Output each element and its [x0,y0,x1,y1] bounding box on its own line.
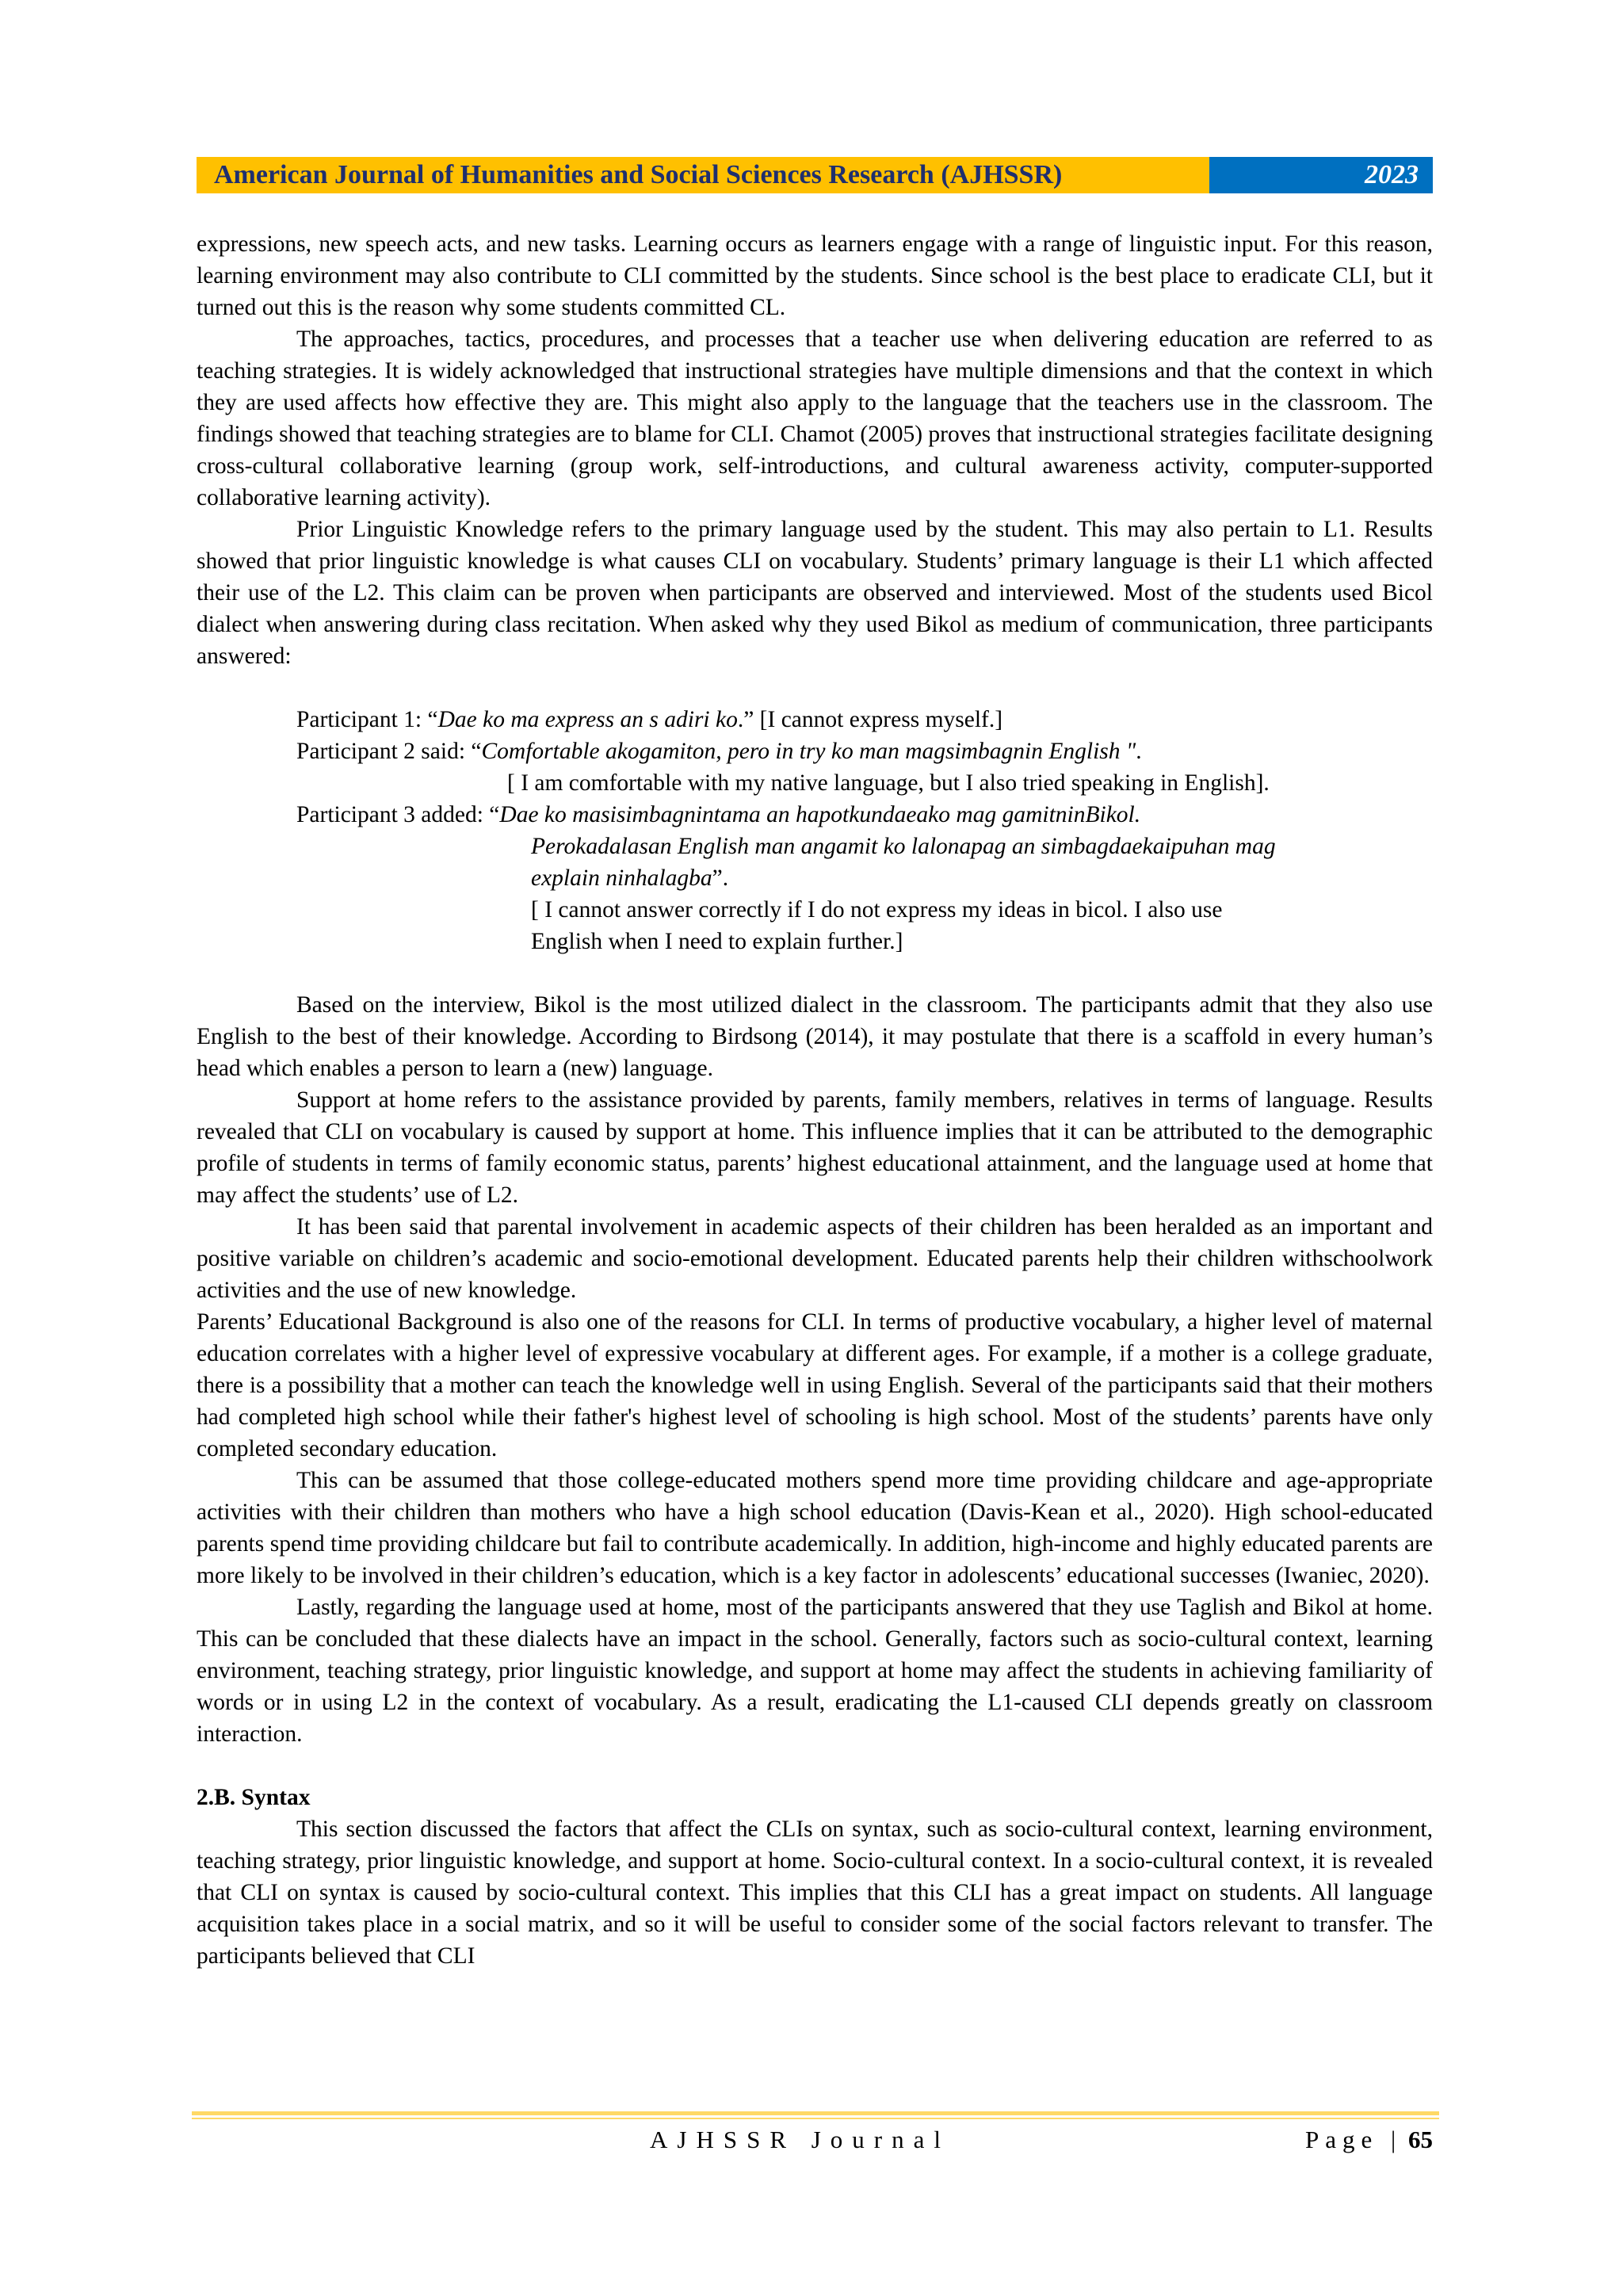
paragraph: Prior Linguistic Knowledge refers to the primary language used by the student. This may also pertain to L1. Results showed that prior linguistic knowledge is what causes CLI on vocabulary. Students’ primary language is their L1 which affected their use of the L2. This claim can be proven when participants are observed and interviewed. Most of the students used Bicol dialect when answering during class recitation. When asked why they used Bikol as medium of communication, three participants answered: [197,517,1433,669]
page-number [1305,2124,1433,2156]
footer-rule [192,2111,1439,2115]
paragraph: Lastly, regarding the language used at home, most of the participants answered that they use Taglish and Bikol at home. This can be concluded that these dialects have an impact in the school. Generally, factors such as socio-cultural context, learning environment, teaching strategy, prior linguistic knowledge, and support at home may affect the students in achieving familiarity of words or in using L2 in the context of vocabulary. As a result, eradicating the L1-caused CLI depends greatly on classroom interaction. [197,1595,1433,1747]
paragraph: This can be assumed that those college-educated mothers spend more time providing childcare and age-appropriate activities with their children than mothers who have a high school education (Davis-Kean et al., 2020). High school-educated parents spend time providing childcare but fail to contribute academically. In addition, high-income and highly educated parents are more likely to be involved in their children’s education, which is a key factor in adolescents’ educational successes (Iwaniec, 2020). [197,1468,1433,1588]
participant-3-line [197,799,1433,831]
paragraph: It has been said that parental involvement in academic aspects of their children has been heralded as an important and positive variable on children’s academic and socio-emotional development. Educated parents help their children withschoolwork activities and the use of new knowledge. [197,1214,1433,1303]
bikol-quote: explain ninhalagba [531,865,712,891]
participant-label: Participant 2 said: “ [296,739,482,764]
page-label: Page | [1305,2126,1403,2153]
participant-1-line [197,704,1433,735]
participant-label: Participant 3 added: “ [296,802,500,827]
footer-rule [192,2118,1439,2119]
bikol-quote: Dae ko masisimbagnintama an hapotkundaeako mag gamitninBikol. [499,802,1141,827]
journal-title: American Journal of Humanities and Social Sciences Research (AJHSSR) [197,157,1209,193]
running-header [197,157,1433,193]
paragraph: This section discussed the factors that affect the CLIs on syntax, such as socio-cultural context, learning environment, teaching strategy, prior linguistic knowledge, and support at home. Socio-cultural context. In a socio-cultural context, it is revealed that CLI on syntax is caused by socio-cultural context. This implies that this CLI has a great impact on students. All language acquisition takes place in a social matrix, and so it will be useful to consider some of the social factors relevant to transfer. The participants believed that CLI [197,1817,1433,1969]
translation: [ I cannot answer correctly if I do not express my ideas in bicol. I also use [531,897,1223,923]
participant-label: Participant 1: “ [296,707,438,732]
paragraph: Based on the interview, Bikol is the most utilized dialect in the classroom. The participants admit that they also use English to the best of their knowledge. According to Birdsong (2014), it may postulate that there is a scaffold in every human’s head which enables a person to learn a (new) language. [197,992,1433,1081]
body-text [197,228,1433,1972]
paragraph: expressions, new speech acts, and new tasks. Learning occurs as learners engage with a range of linguistic input. For this reason, learning environment may also contribute to CLI committed by the students. Since school is the best place to eradicate CLI, but it turned out this is the reason why some students committed CL. [197,231,1433,320]
punctuation: . [1136,739,1142,764]
bikol-quote: Comfortable akogamiton, pero in try ko man magsimbagnin English " [481,739,1136,764]
participant-3-continuation [197,831,1433,957]
bikol-quote: Dae ko ma express an s adiri ko [437,707,738,732]
journal-year: 2023 [1209,157,1433,193]
paragraph: Support at home refers to the assistance provided by parents, family members, relatives in terms of language. Results revealed that CLI on vocabulary is caused by support at home. This influence implies that it can be attributed to the demographic profile of students in terms of family economic status, parents’ highest educational attainment, and the language used at home that may affect the students’ use of L2. [197,1087,1433,1208]
section-heading: 2.B. Syntax [197,1785,311,1810]
interview-excerpt [197,704,1433,957]
paragraph: The approaches, tactics, procedures, and processes that a teacher use when delivering education are referred to as teaching strategies. It is widely acknowledged that instructional strategies have multiple dimensions and that the context in which they are used affects how effective they are. This might also apply to the language that the teachers use in the classroom. The findings showed that teaching strategies are to blame for CLI. Chamot (2005) proves that instructional strategies facilitate designing cross-cultural collaborative learning (group work, self-introductions, and cultural awareness activity, computer-supported collaborative learning activity). [197,327,1433,510]
paragraph: Parents’ Educational Background is also one of the reasons for CLI. In terms of productive vocabulary, a higher level of maternal education correlates with a higher level of expressive vocabulary at different ages. For example, if a mother is a college graduate, there is a possibility that a mother can teach the knowledge well in using English. Several of the participants said that their mothers had completed high school while their father's highest level of schooling is high school. Most of the students’ parents have only completed secondary education. [197,1309,1433,1461]
participant-2-translation: [ I am comfortable with my native language, but I also tried speaking in English]. [507,770,1270,796]
bikol-quote: Perokadalasan English man angamit ko lalonapag an simbagdaekaipuhan mag [531,834,1276,859]
translation: English when I need to explain further.] [531,929,903,954]
participant-2-line [197,735,1433,767]
punctuation: ”. [712,865,729,891]
page-number-value: 65 [1408,2126,1433,2153]
translation: .” [I cannot express myself.] [737,707,1003,732]
footer-journal-name: AJHSSR Journal [650,2126,951,2153]
